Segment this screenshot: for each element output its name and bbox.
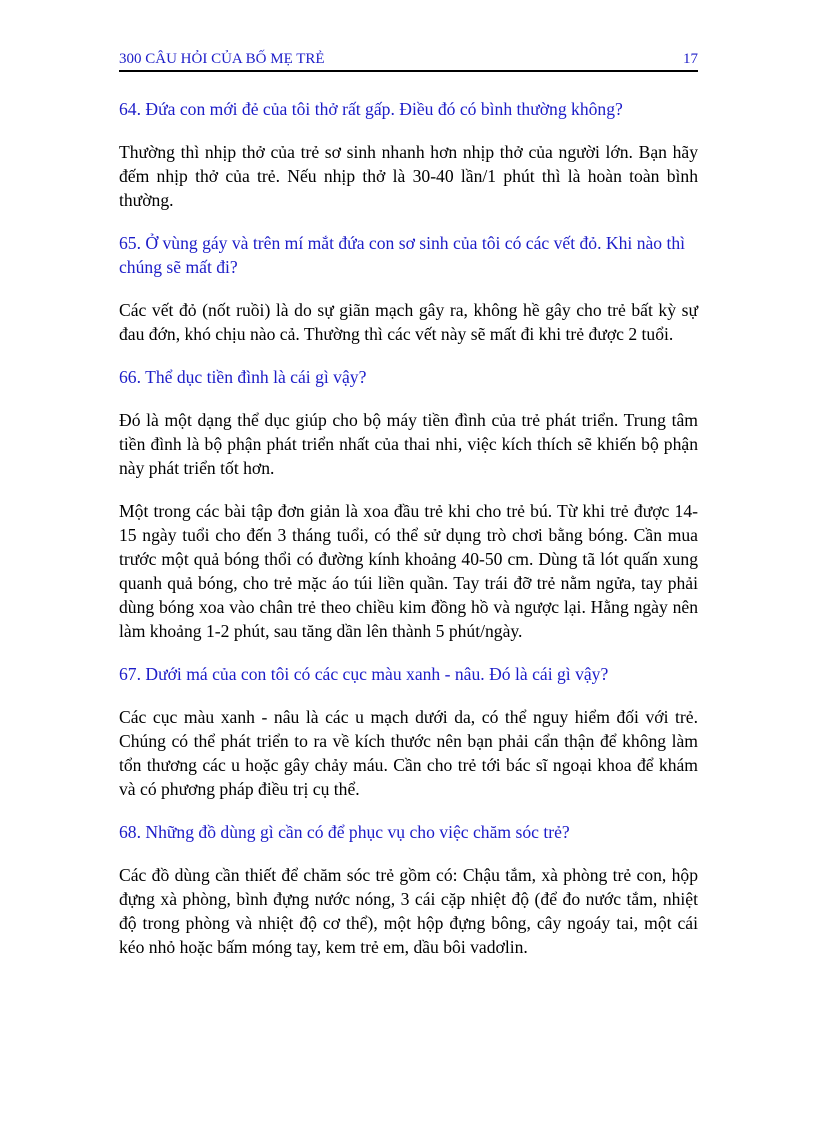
answer-66-paragraph-1: Đó là một dạng thể dục giúp cho bộ máy tiền đình của trẻ phát triển. Trung tâm tiền đình là bộ phận phát triển nhất của thai nhi, việc kích thích sẽ khiến bộ phận này phát triển tốt hơn. <box>119 410 698 478</box>
page-content <box>119 97 698 959</box>
question-68: 68. Những đồ dùng gì cần có để phục vụ cho việc chăm sóc trẻ? <box>119 822 570 842</box>
answer-66-paragraph-2: Một trong các bài tập đơn giản là xoa đầu trẻ khi cho trẻ bú. Từ khi trẻ được 14-15 ngày tuổi cho đến 3 tháng tuổi, có thể sử dụng trò chơi bằng bóng. Cần mua trước một quả bóng thổi có đường kính khoảng 40-50 cm. Dùng tã lót quấn xung quanh quả bóng, cho trẻ mặc áo túi liền quần. Tay trái đỡ trẻ nằm ngửa, tay phải dùng bóng xoa vào chân trẻ theo chiều kim đồng hồ và ngược lại. Hằng ngày nên làm khoảng 1-2 phút, sau tăng dần lên thành 5 phút/ngày. <box>119 501 698 641</box>
running-header <box>119 50 698 72</box>
question-65: 65. Ở vùng gáy và trên mí mắt đứa con sơ sinh của tôi có các vết đỏ. Khi nào thì chúng sẽ mất đi? <box>119 233 686 277</box>
page-number: 17 <box>683 51 698 67</box>
book-title: 300 CÂU HỎI CỦA BỐ MẸ TRẺ <box>119 51 325 67</box>
answer-67: Các cục màu xanh - nâu là các u mạch dưới da, có thể nguy hiểm đối với trẻ. Chúng có thể phát triển to ra về kích thước nên bạn phải cẩn thận để không làm tổn thương các u hoặc gây chảy máu. Cần cho trẻ tới bác sĩ ngoại khoa để khám và có phương pháp điều trị cụ thể. <box>119 707 698 799</box>
question-64: 64. Đứa con mới đẻ của tôi thở rất gấp. Điều đó có bình thường không? <box>119 99 623 119</box>
question-66: 66. Thể dục tiền đình là cái gì vậy? <box>119 367 367 387</box>
question-67: 67. Dưới má của con tôi có các cục màu xanh - nâu. Đó là cái gì vậy? <box>119 664 609 684</box>
answer-68: Các đồ dùng cần thiết để chăm sóc trẻ gồm có: Chậu tắm, xà phòng trẻ con, hộp đựng xà phòng, bình đựng nước nóng, 3 cái cặp nhiệt độ (để đo nước tắm, nhiệt độ trong phòng và nhiệt độ cơ thể), một hộp đựng bông, cây ngoáy tai, một cái kéo nhỏ hoặc bấm móng tay, kem trẻ em, dầu bôi vadơlin. <box>119 865 698 957</box>
document-page <box>119 50 698 978</box>
answer-64: Thường thì nhịp thở của trẻ sơ sinh nhanh hơn nhịp thở của người lớn. Bạn hãy đếm nhịp thở của trẻ. Nếu nhịp thở là 30-40 lần/1 phút thì là hoàn toàn bình thường. <box>119 142 698 210</box>
answer-65: Các vết đỏ (nốt ruồi) là do sự giãn mạch gây ra, không hề gây cho trẻ bất kỳ sự đau đớn, khó chịu nào cả. Thường thì các vết này sẽ mất đi khi trẻ được 2 tuổi. <box>119 300 698 344</box>
